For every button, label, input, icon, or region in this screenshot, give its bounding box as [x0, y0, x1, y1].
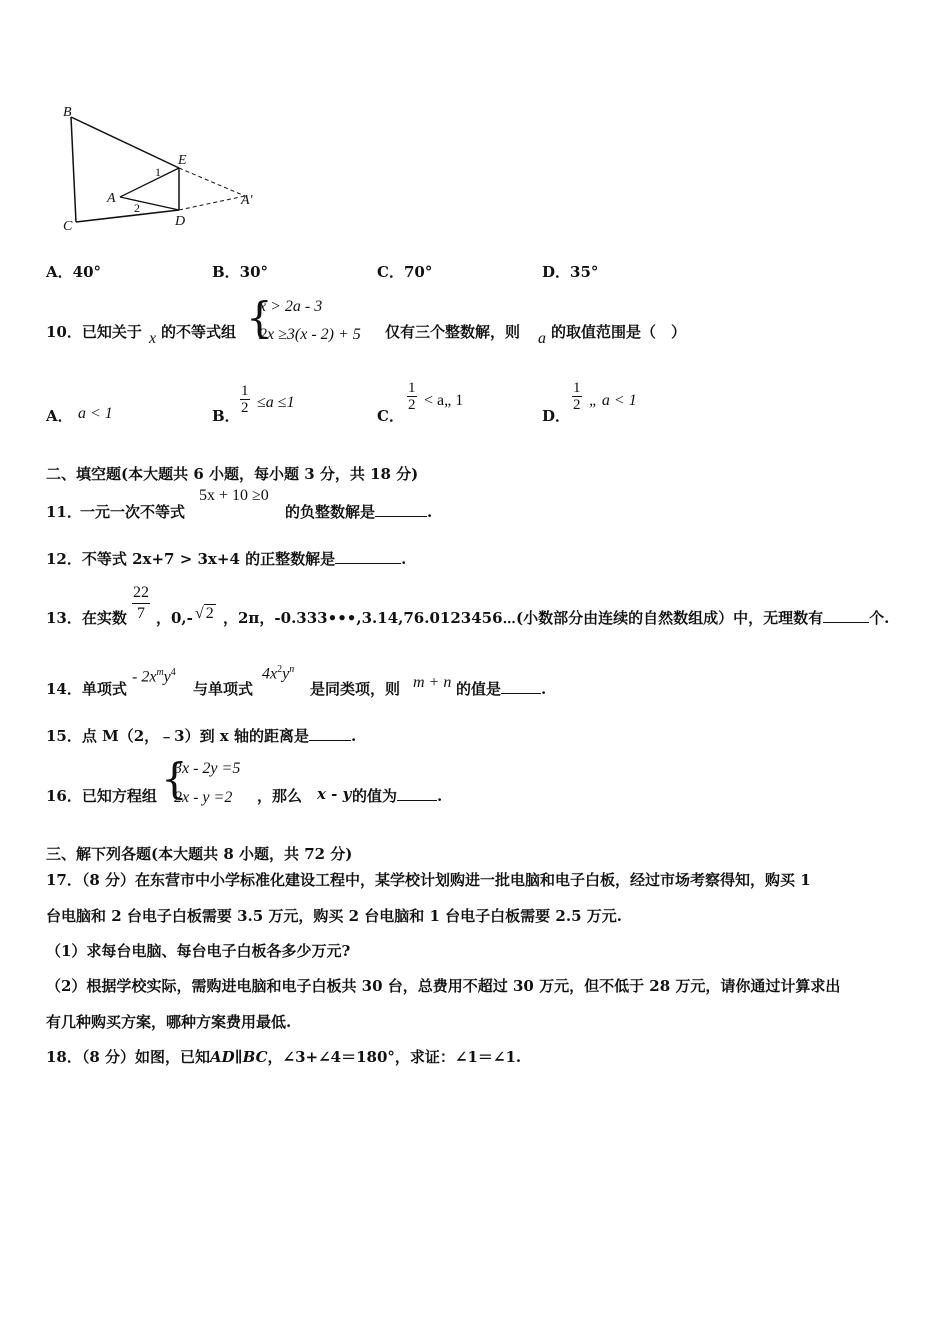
dashed-EA-prime: [179, 168, 245, 196]
q10-ineq1: x > 2a - 3: [259, 298, 323, 315]
q13-text3: ，2π，-0.333•••,3.14,76.0123456⋯(小数部分由连续的自然数组成）中，无理数有 个.: [223, 609, 890, 627]
q14-text2: 与单项式: [193, 680, 254, 698]
frac-denominator: 2: [573, 397, 581, 413]
label-A: A: [107, 191, 116, 206]
label-C: C: [63, 219, 73, 234]
frac-numerator: 1: [408, 380, 416, 396]
q17-line-1: 17．（8 分）在东营市中小学标准化建设工程中，某学校计划购进一批电脑和电子白板，经过市场考察得知，购买 1: [46, 871, 811, 889]
q16-text3: 的值为 .: [352, 787, 443, 805]
q10-option-d-label: D．: [542, 407, 571, 425]
label-A-prime: A′: [241, 193, 253, 208]
q14-monomial-1: - $2x^my^4$: [132, 667, 176, 686]
q12: 12．不等式 2x+7 > 3x+4 的正整数解是 .: [46, 550, 407, 568]
q10-option-b-rest: ≤a ≤1: [257, 394, 295, 411]
q18: 18．（8 分）如图，已知AD∥BC，∠3+∠4＝180°，求证：∠1＝∠1.: [46, 1048, 522, 1066]
q10-option-a: a < 1: [78, 405, 113, 422]
label-angle-1: 1: [155, 165, 161, 179]
label-B: B: [63, 105, 72, 120]
section-3-title: 三、解下列各题(本大题共 8 小题，共 72 分): [46, 845, 353, 863]
label-D: D: [175, 214, 186, 229]
q14-expr: m + n: [413, 674, 452, 691]
frac-numerator: 1: [573, 380, 581, 396]
q11-expr: 5x + 10 ≥0: [199, 487, 269, 504]
q17-sub-2-line-2: 有几种购买方案，哪种方案费用最低.: [46, 1013, 292, 1031]
q10-text2: 的不等式组: [161, 323, 237, 341]
q10-text4: 的取值范围是（ ）: [551, 323, 687, 341]
segment-BC: [71, 117, 76, 222]
q13-text2: ，0,-: [156, 609, 193, 627]
q13-fraction: [132, 583, 150, 624]
q16-text2: ，那么: [257, 787, 303, 805]
label-angle-2: 2: [134, 201, 140, 215]
frac-denominator: 7: [137, 605, 145, 622]
q10-option-b-label: B．: [212, 407, 240, 425]
q13-stem: 13．在实数: [46, 609, 127, 627]
frac-denominator: 2: [408, 397, 416, 413]
q16-stem: 16．已知方程组: [46, 787, 157, 805]
frac-numerator: 22: [132, 583, 150, 604]
dashed-DA-prime: [179, 196, 245, 210]
q10-option-c-label: C．: [377, 407, 404, 425]
q10-option-c-frac: [407, 380, 417, 413]
q10-text1: 已知关于: [81, 323, 142, 341]
q16-eq1: 3x - 2y =5: [174, 760, 241, 777]
segment-AD: [120, 197, 179, 210]
frac-denominator: 2: [241, 400, 249, 416]
q17-sub-1: （1）求每台电脑、每台电子白板各多少万元?: [46, 942, 351, 960]
q10-number: 10．: [46, 323, 82, 341]
section-2-title: 二、填空题(本大题共 6 小题，每小题 3 分，共 18 分): [46, 465, 419, 483]
q10-var-x: x: [149, 330, 157, 347]
q17-line-2: 台电脑和 2 台电子白板需要 3.5 万元，购买 2 台电脑和 1 台电子白板需要 2.5 万元.: [46, 907, 622, 925]
q14-text3: 是同类项，则: [310, 680, 401, 698]
q11-text2: 的负整数解是 .: [285, 503, 433, 521]
frac-numerator: 1: [241, 383, 249, 399]
q10-ineq2: 2x ≥3(x - 2) + 5: [259, 326, 361, 343]
q9-option-b: B．30°: [212, 263, 269, 281]
q10-var-a: a: [538, 330, 546, 347]
q10-option-a-label: A．: [46, 407, 73, 425]
q10-text3: 仅有三个整数解，则: [385, 323, 521, 341]
triangle-figure: [55, 100, 275, 240]
q10-stem: [46, 321, 142, 342]
q10-option-d-rest: „ a < 1: [589, 392, 637, 409]
q9-option-a: A．40°: [46, 263, 102, 281]
q10-option-c-rest: < a„ 1: [424, 392, 464, 409]
label-E: E: [178, 153, 187, 168]
q11-number: 11．: [46, 503, 82, 521]
segment-AE: [120, 168, 179, 197]
q11-text1: 一元一次不等式: [80, 503, 186, 521]
q16-brace: {: [161, 754, 188, 803]
q16-eq2: 2x - y =2: [174, 789, 233, 806]
q10-option-b-frac: [240, 383, 250, 416]
q9-option-c: C．70°: [377, 263, 433, 281]
q16-expr: x - y: [317, 785, 352, 803]
q13-sqrt: √ 2: [195, 605, 214, 622]
segment-BE: [71, 117, 179, 168]
q14-monomial-2: $4x^2y^n$: [262, 664, 295, 683]
q9-option-d: D．35°: [542, 263, 599, 281]
q14-stem: 14．单项式: [46, 680, 127, 698]
q14-text4: 的值是 .: [456, 680, 547, 698]
q15: 15．点 M（2，﹣3）到 x 轴的距离是 .: [46, 727, 357, 745]
q10-option-d-frac: [572, 380, 582, 413]
q10-brace: {: [246, 293, 273, 342]
segment-CD: [76, 210, 179, 222]
q17-sub-2-line-1: （2）根据学校实际，需购进电脑和电子白板共 30 台，总费用不超过 30 万元，但不低于 28 万元，请你通过计算求出: [46, 977, 841, 995]
